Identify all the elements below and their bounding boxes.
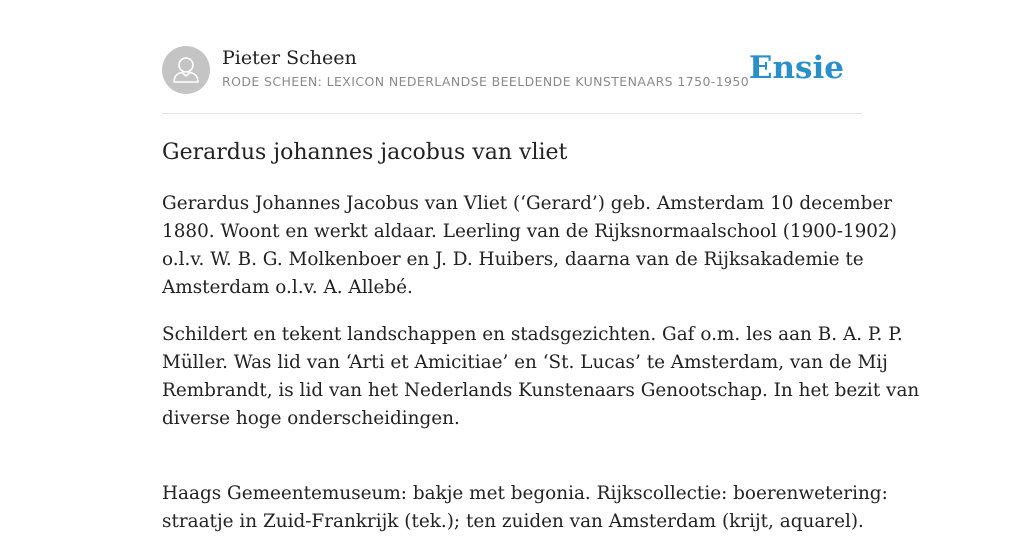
text-line: diverse hoge onderscheidingen. bbox=[162, 408, 460, 429]
text-line: Haags Gemeentemuseum: bakje met begonia. Rijkscollectie: boerenwetering: bbox=[162, 483, 888, 504]
text-line: Schildert en tekent landschappen en stadsgezichten. Gaf o.m. les aan B. A. P. P. bbox=[162, 324, 903, 345]
article-header bbox=[162, 46, 862, 114]
text-line: o.l.v. W. B. G. Molkenboer en J. D. Huibers, daarna van de Rijksakademie te bbox=[162, 249, 864, 270]
user-icon bbox=[162, 46, 210, 94]
text-line: straatje in Zuid-Frankrijk (tek.); ten zuiden van Amsterdam (krijt, aquarel). bbox=[162, 511, 864, 532]
paragraph bbox=[162, 321, 920, 433]
text-line: Amsterdam o.l.v. A. Allebé. bbox=[162, 277, 413, 298]
paragraph bbox=[162, 190, 897, 302]
author-name[interactable]: Pieter Scheen bbox=[222, 47, 357, 69]
ensie-logo[interactable]: Ensie bbox=[748, 50, 844, 86]
paragraph bbox=[162, 480, 888, 536]
text-line: Gerardus Johannes Jacobus van Vliet (‘Gerard’) geb. Amsterdam 10 december bbox=[162, 193, 893, 214]
page-title: Gerardus johannes jacobus van vliet bbox=[162, 140, 568, 165]
text-line: Rembrandt, is lid van het Nederlands Kunstenaars Genootschap. In het bezit van bbox=[162, 380, 920, 401]
author-avatar[interactable] bbox=[162, 46, 210, 94]
source-title[interactable]: RODE SCHEEN: LEXICON NEDERLANDSE BEELDENDE KUNSTENAARS 1750-1950 bbox=[222, 74, 750, 89]
article-body bbox=[162, 190, 920, 536]
text-line: 1880. Woont en werkt aldaar. Leerling van de Rijksnormaalschool (1900-1902) bbox=[162, 221, 897, 242]
header-divider bbox=[162, 113, 862, 114]
text-line: Müller. Was lid van ‘Arti et Amicitiae’ en ‘St. Lucas’ te Amsterdam, van de Mij bbox=[162, 352, 888, 373]
